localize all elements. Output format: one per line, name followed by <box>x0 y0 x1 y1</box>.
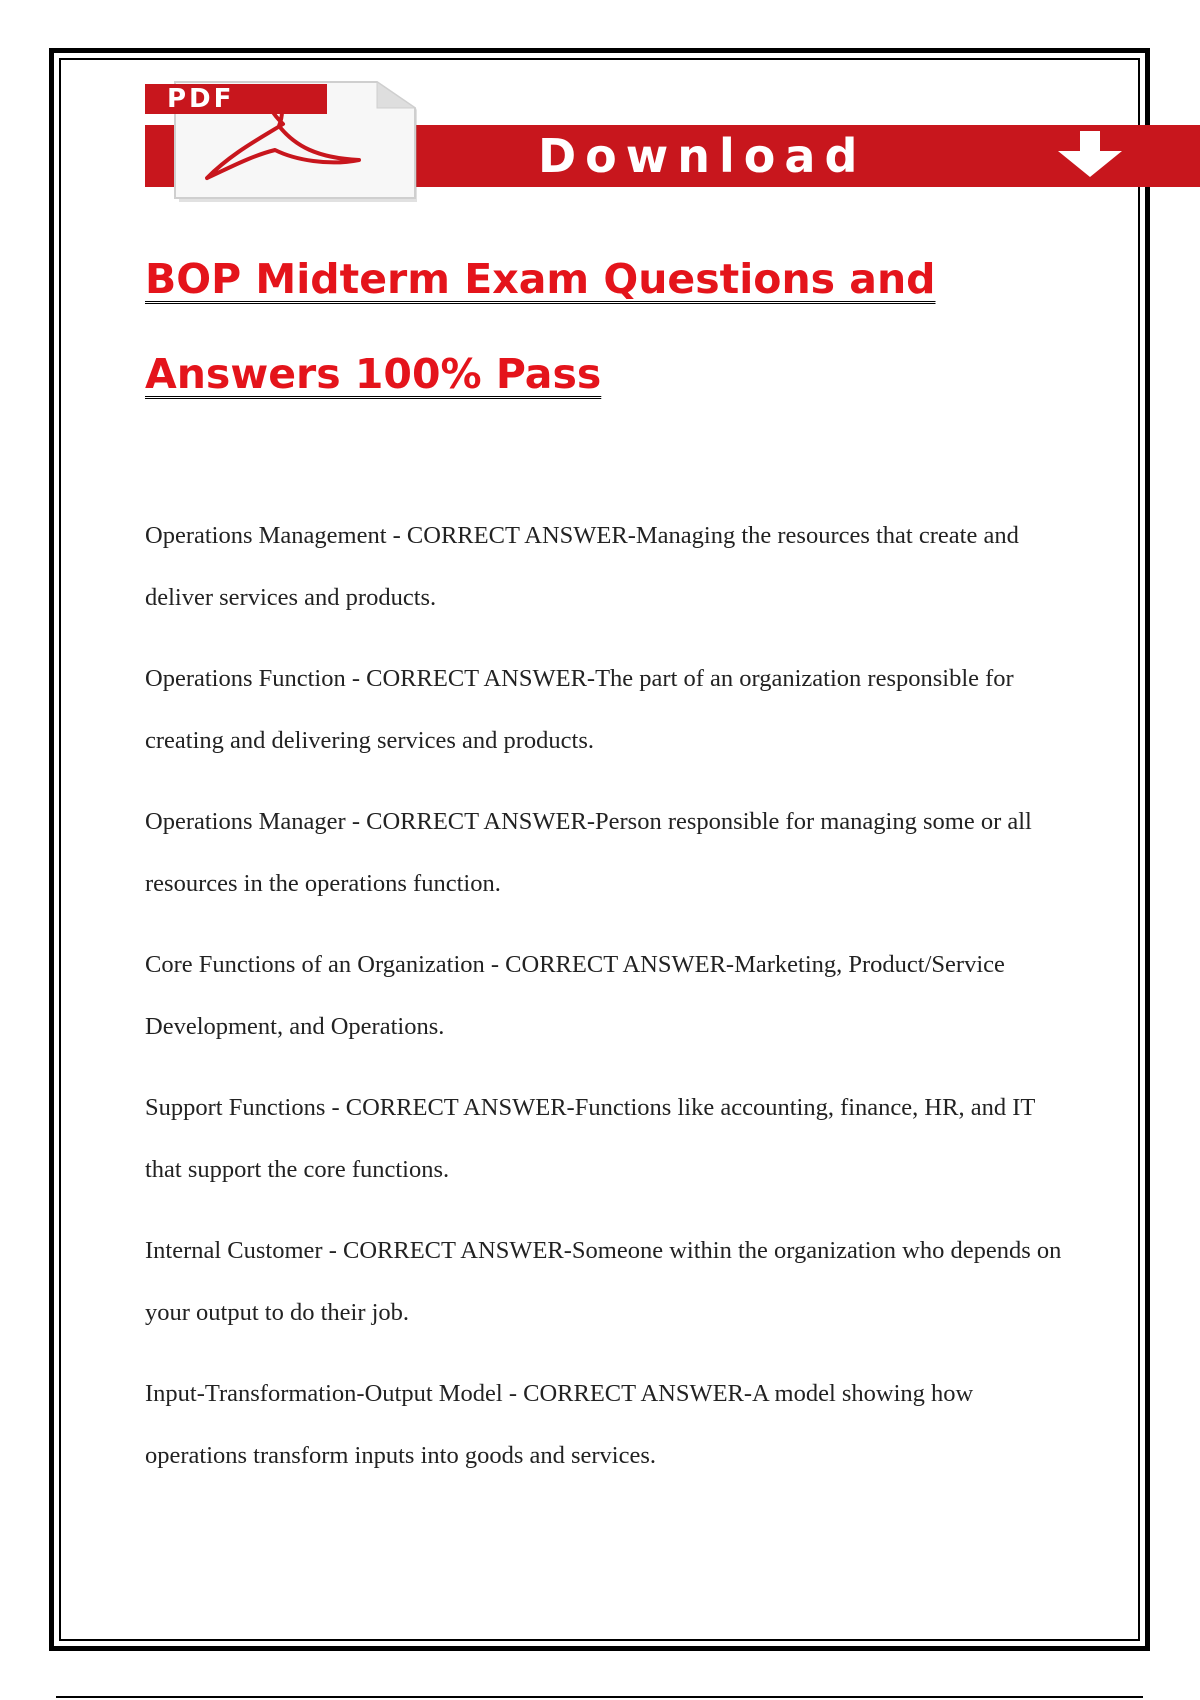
document-title-text: BOP Midterm Exam Questions and Answers 100% Pass <box>145 255 936 398</box>
qa-item: Operations Management - CORRECT ANSWER-Managing the resources that create and deliver services and products. <box>145 522 1019 611</box>
qa-list <box>145 505 1065 1506</box>
qa-item: Support Functions - CORRECT ANSWER-Functions like accounting, finance, HR, and IT that support the core functions. <box>145 1094 1035 1183</box>
pdf-label: PDF <box>145 84 327 114</box>
document-title <box>145 232 1045 422</box>
download-label[interactable]: Download <box>538 129 867 183</box>
qa-item: Internal Customer - CORRECT ANSWER-Someone within the organization who depends on your output to do their job. <box>145 1237 1062 1326</box>
qa-item: Core Functions of an Organization - CORRECT ANSWER-Marketing, Product/Service Development, and Operations. <box>145 951 1005 1040</box>
bottom-divider <box>56 1696 1143 1698</box>
download-arrow-icon[interactable] <box>1052 131 1128 179</box>
qa-item: Operations Function - CORRECT ANSWER-The part of an organization responsible for creating and delivering services and products. <box>145 665 1014 754</box>
qa-item: Input-Transformation-Output Model - CORRECT ANSWER-A model showing how operations transform inputs into goods and services. <box>145 1380 974 1469</box>
qa-item: Operations Manager - CORRECT ANSWER-Person responsible for managing some or all resources in the operations function. <box>145 808 1032 897</box>
